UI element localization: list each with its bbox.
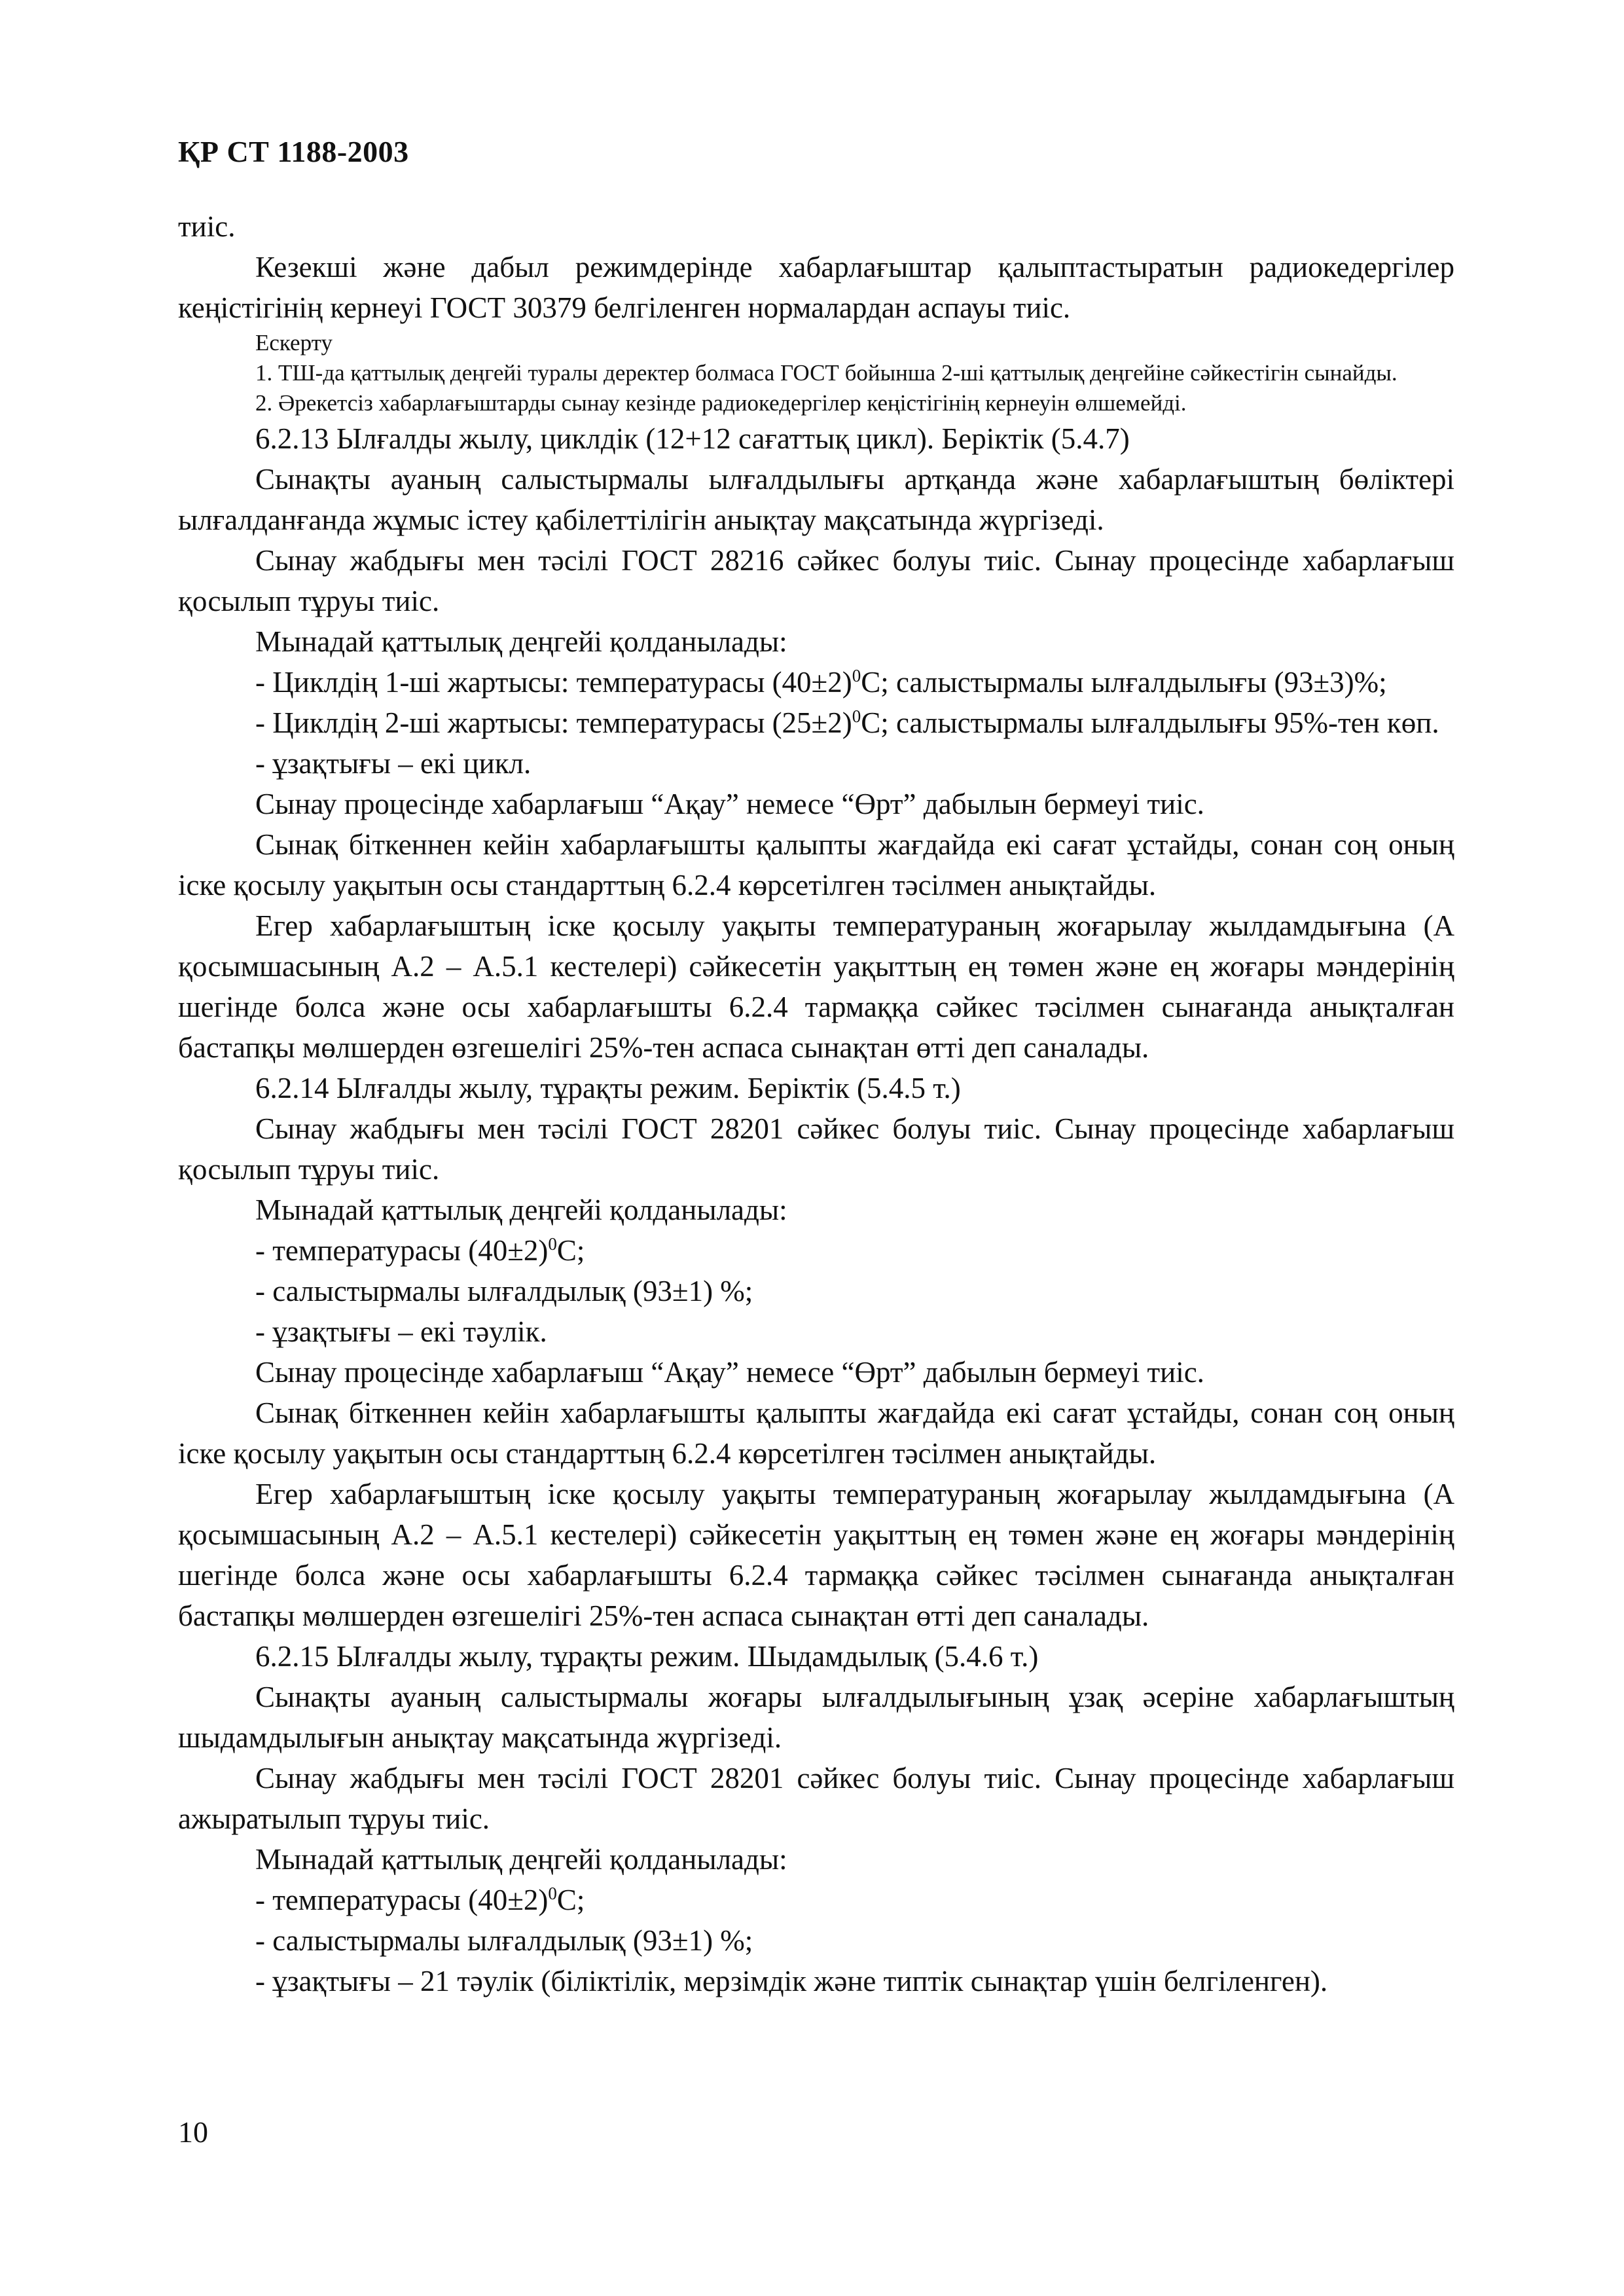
list-item: - салыстырмалы ылғалдылық (93±1) %; bbox=[255, 1924, 753, 1957]
list-text: - Циклдің 1-ші жартысы: температурасы (40±2) bbox=[255, 666, 852, 699]
section-heading-6-2-15: 6.2.15 Ылғалды жылу, тұрақты режим. Шыдамдылық (5.4.6 т.) bbox=[255, 1640, 1039, 1673]
paragraph: Сынақ біткеннен кейін хабарлағышты қалыпты жағдайда екі сағат ұстайды, сонан соң оның іске қосылу уақытын осы стандарттың 6.2.4 көрсетілген тәсілмен анықтайды. bbox=[178, 828, 1454, 902]
paragraph: Сынау процесінде хабарлағыш “Ақау” немесе “Өрт” дабылын бермеуі тиіс. bbox=[255, 1356, 1204, 1389]
list-item: - ұзақтығы – 21 тәулік (біліктілік, мерзімдік және типтік сынақтар үшін белгіленген). bbox=[255, 1965, 1328, 1997]
list-item: - ұзақтығы – екі цикл. bbox=[255, 747, 532, 780]
paragraph: Сынау жабдығы мен тәсілі ГОСТ 28201 сәйкес болуы тиіс. Сынау процесінде хабарлағыш қосылып тұруы тиіс. bbox=[178, 1112, 1454, 1186]
paragraph: Егер хабарлағыштың іске қосылу уақыты температураның жоғарылау жылдамдығына (А қосымшасының А.2 – А.5.1 кестелері) сәйкесетін уақыттың ең төмен және ең жоғары мәндерінің шегінде болса және осы хабарлағышты 6.2.4 тармаққа сәйкес тәсілмен сынағанда анықталған бастапқы мөлшерден өзгешелігі 25%-тен аспаса сынақтан өтті деп саналады. bbox=[178, 909, 1454, 1064]
page-number: 10 bbox=[178, 2115, 208, 2149]
paragraph: Сынау жабдығы мен тәсілі ГОСТ 28201 сәйкес болуы тиіс. Сынау процесінде хабарлағыш ажыратылып тұруы тиіс. bbox=[178, 1762, 1454, 1835]
list-item: - ұзақтығы – екі тәулік. bbox=[255, 1315, 547, 1348]
list-item bbox=[178, 702, 1454, 743]
list-text: С; bbox=[556, 1884, 585, 1916]
section-heading-6-2-13: 6.2.13 Ылғалды жылу, циклдік (12+12 сағаттық цикл). Беріктік (5.4.7) bbox=[255, 422, 1130, 455]
paragraph: Мынадай қаттылық деңгейі қолданылады: bbox=[255, 625, 787, 658]
paragraph: Мынадай қаттылық деңгейі қолданылады: bbox=[255, 1843, 787, 1876]
paragraph: Мынадай қаттылық деңгейі қолданылады: bbox=[255, 1194, 787, 1226]
list-item bbox=[178, 1880, 1454, 1920]
note-label: Ескерту bbox=[255, 330, 333, 355]
document-body bbox=[178, 206, 1454, 2001]
note-item: 1. ТШ-да қаттылық деңгейі туралы деректер болмаса ГОСТ бойынша 2-ші қаттылық деңгейіне сәйкестігін сынайды. bbox=[255, 360, 1398, 386]
degree-superscript: 0 bbox=[548, 1234, 557, 1254]
list-text: С; салыстырмалы ылғалдылығы (93±3)%; bbox=[861, 666, 1387, 699]
paragraph: Сынақты ауаның салыстырмалы жоғары ылғалдылығының ұзақ әсеріне хабарлағыштың шыдамдылығын анықтау мақсатында жүргізеді. bbox=[178, 1681, 1454, 1754]
paragraph: Сынақты ауаның салыстырмалы ылғалдылығы артқанда және хабарлағыштың бөліктері ылғалданғанда жұмыс істеу қабілеттілігін анықтау мақсатында жүргізеді. bbox=[178, 463, 1454, 536]
list-text: - Циклдің 2-ші жартысы: температурасы (25±2) bbox=[255, 706, 852, 739]
list-text: - температурасы (40±2) bbox=[255, 1234, 549, 1267]
paragraph: Сынау процесінде хабарлағыш “Ақау” немесе “Өрт” дабылын бермеуі тиіс. bbox=[255, 788, 1204, 820]
degree-superscript: 0 bbox=[852, 666, 861, 685]
list-text: - температурасы (40±2) bbox=[255, 1884, 549, 1916]
list-item: - салыстырмалы ылғалдылық (93±1) %; bbox=[255, 1275, 753, 1307]
list-text: С; салыстырмалы ылғалдылығы 95%-тен көп. bbox=[861, 706, 1439, 739]
section-heading-6-2-14: 6.2.14 Ылғалды жылу, тұрақты режим. Беріктік (5.4.5 т.) bbox=[255, 1072, 961, 1104]
degree-superscript: 0 bbox=[852, 706, 861, 726]
list-item bbox=[178, 1230, 1454, 1271]
paragraph: тиіс. bbox=[178, 210, 236, 243]
degree-superscript: 0 bbox=[548, 1884, 557, 1903]
note-item: 2. Әрекетсіз хабарлағыштарды сынау кезінде радиокедергілер кеңістігінің кернеуін өлшемейді. bbox=[255, 390, 1187, 416]
standard-code-header: ҚР СТ 1188-2003 bbox=[178, 135, 409, 168]
list-item bbox=[178, 662, 1454, 702]
paragraph: Сынақ біткеннен кейін хабарлағышты қалыпты жағдайда екі сағат ұстайды, сонан соң оның іске қосылу уақытын осы стандарттың 6.2.4 көрсетілген тәсілмен анықтайды. bbox=[178, 1396, 1454, 1470]
paragraph: Егер хабарлағыштың іске қосылу уақыты температураның жоғарылау жылдамдығына (А қосымшасының А.2 – А.5.1 кестелері) сәйкесетін уақыттың ең төмен және ең жоғары мәндерінің шегінде болса және осы хабарлағышты 6.2.4 тармаққа сәйкес тәсілмен сынағанда анықталған бастапқы мөлшерден өзгешелігі 25%-тен аспаса сынақтан өтті деп саналады. bbox=[178, 1478, 1454, 1632]
paragraph: Сынау жабдығы мен тәсілі ГОСТ 28216 сәйкес болуы тиіс. Сынау процесінде хабарлағыш қосылып тұруы тиіс. bbox=[178, 544, 1454, 617]
list-text: С; bbox=[556, 1234, 585, 1267]
paragraph: Кезекші және дабыл режимдерінде хабарлағыштар қалыптастыратын радиокедергілер кеңістігінің кернеуі ГОСТ 30379 белгіленген нормалардан аспауы тиіс. bbox=[178, 251, 1454, 324]
